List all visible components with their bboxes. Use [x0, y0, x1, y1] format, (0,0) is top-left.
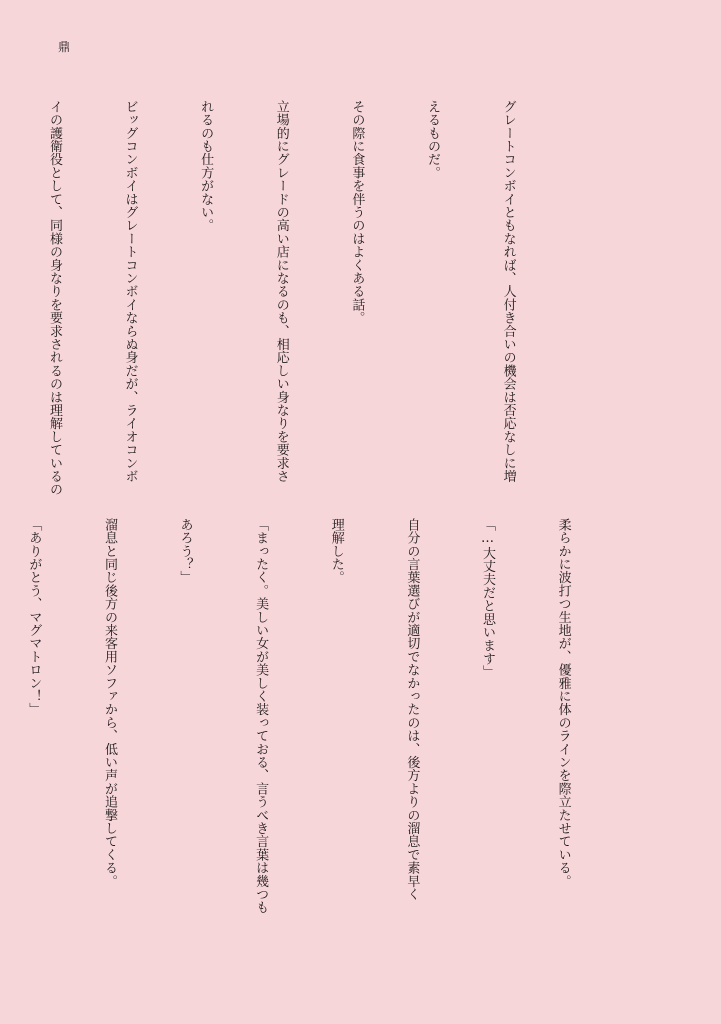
text-line: れるのも仕方がない。: [198, 100, 214, 232]
text-line: 「まったく。美しい女が美しく装っておる、言うべき言葉は幾つも: [253, 518, 269, 914]
bottom-text-block: [26, 518, 626, 973]
text-line: 「ありがとう、マグマトロン！」: [26, 518, 42, 716]
page-label: 鼎: [58, 40, 72, 54]
text-line: 自分の言葉選びが適切でなかったのは、後方よりの溜息で素早く: [404, 518, 420, 901]
text-line: 溜息と同じ後方の来客用ソファから、低い声が追撃してくる。: [101, 518, 117, 888]
text-line: グレートコンボイともなれば、人付き合いの機会は否応なしに増: [500, 100, 516, 483]
text-line: 柔らかに波打つ生地が、優雅に体のラインを際立たせている。: [555, 518, 571, 888]
text-line: イの護衛役として、同様の身なりを要求されるのは理解しているの: [46, 100, 62, 496]
text-line: えるものだ。: [424, 100, 440, 180]
text-line: あろう？」: [177, 518, 193, 584]
text-line: その際に食事を伴うのはよくある話。: [349, 100, 365, 325]
top-text-block: [46, 100, 571, 500]
text-line: 「…大丈夫だと思います」: [479, 518, 495, 679]
text-line: ビッグコンボイはグレートコンボイならぬ身だが、ライオコンボ: [122, 100, 138, 483]
text-line: 立場的にグレードの高い店になるのも、相応しい身なりを要求さ: [273, 100, 289, 483]
text-line: 理解した。: [328, 518, 344, 584]
